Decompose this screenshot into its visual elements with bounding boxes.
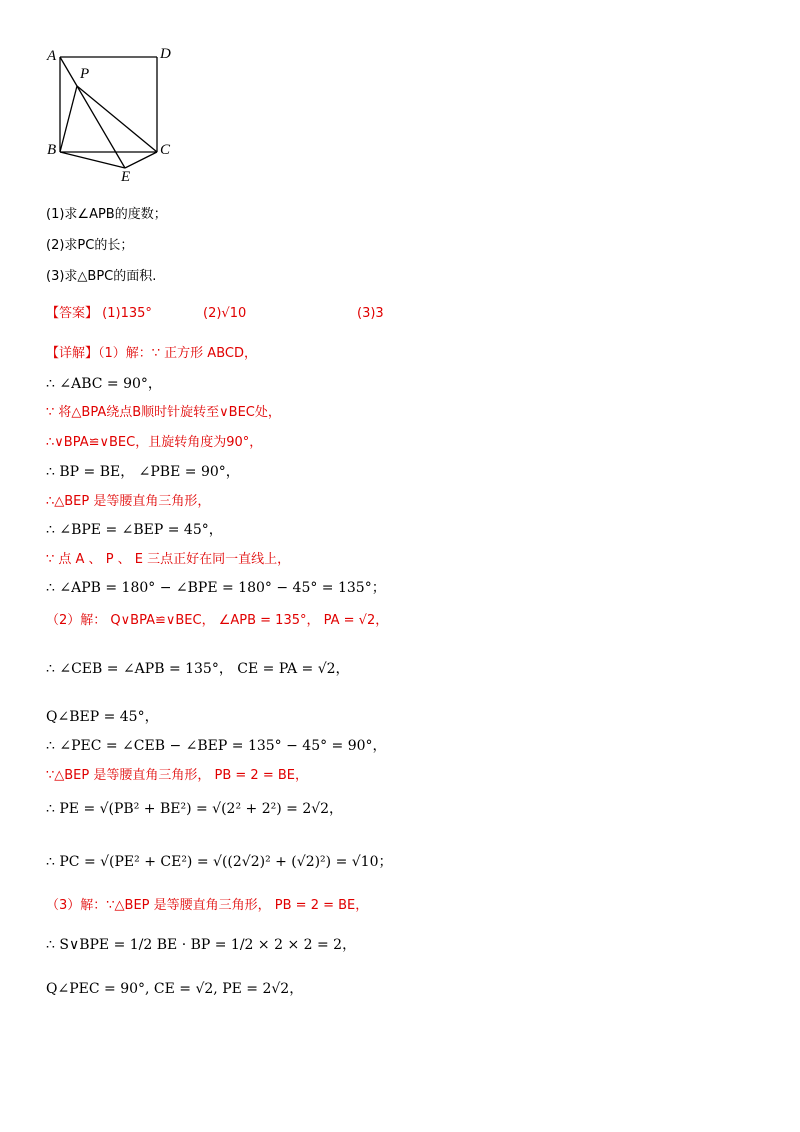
answer-1: (1)135°: [102, 306, 152, 321]
answer-line: [46, 305, 152, 323]
detail-line-14: ∵△BEP 是等腰直角三角形， PB = 2 = BE，: [46, 768, 308, 783]
detail-line-2: ∴ ∠ABC = 90°，: [46, 376, 162, 392]
detail-line-5: ∴ BP = BE， ∠PBE = 90°，: [46, 464, 240, 480]
label-b: B: [47, 142, 57, 158]
answer-2: (2)√10: [203, 306, 247, 321]
detail-line-1: 【详解】（1）解：∵ 正方形 ABCD，: [46, 346, 257, 361]
detail-line-16: ∴ PC = √(PE² + CE²) = √((2√2)² + (√2)²) = √10；: [46, 854, 393, 870]
detail-line-18: ∴ S∨BPE = 1/2 BE · BP = 1/2 × 2 × 2 = 2，: [46, 937, 357, 953]
segment-bp: [60, 86, 77, 152]
label-e: E: [121, 169, 131, 185]
segment-ec: [125, 152, 157, 168]
answer-tag: 【答案】: [46, 306, 99, 321]
label-d: D: [160, 46, 171, 62]
detail-line-3: ∵ 将△BPA绕点B顺时针旋转至∨BEC处，: [46, 405, 281, 420]
detail-line-11: ∴ ∠CEB = ∠APB = 135°， CE = PA = √2，: [46, 661, 350, 677]
segment-be: [60, 152, 125, 168]
segment-pc: [77, 86, 157, 152]
answer-3: (3)3: [357, 306, 384, 321]
detail-line-12: Q∠BEP = 45°，: [46, 709, 159, 725]
label-c: C: [160, 142, 171, 158]
detail-line-10: （2）解： Q∨BPA≌∨BEC， ∠APB = 135°， PA = √2，: [46, 613, 389, 628]
label-a: A: [47, 48, 57, 64]
detail-line-19: Q∠PEC = 90°, CE = √2, PE = 2√2，: [46, 981, 304, 997]
detail-line-9: ∴ ∠APB = 180° − ∠BPE = 180° − 45° = 135°；: [46, 580, 386, 596]
label-p: P: [80, 66, 90, 82]
detail-line-6: ∴△BEP 是等腰直角三角形，: [46, 494, 211, 509]
detail-line-7: ∴ ∠BPE = ∠BEP = 45°，: [46, 522, 223, 538]
detail-line-15: ∴ PE = √(PB² + BE²) = √(2² + 2²) = 2√2，: [46, 801, 344, 817]
detail-line-17: （3）解：∵△BEP 是等腰直角三角形， PB = 2 = BE，: [46, 898, 369, 913]
question-3: (3)求△BPC的面积.: [46, 269, 157, 284]
detail-line-13: ∴ ∠PEC = ∠CEB − ∠BEP = 135° − 45° = 90°，: [46, 738, 387, 754]
detail-line-4: ∴∨BPA≌∨BEC，且旋转角度为90°，: [46, 435, 263, 450]
question-2: (2)求PC的长；: [46, 238, 134, 253]
detail-line-8: ∵ 点 A 、 P 、 E 三点正好在同一直线上，: [46, 552, 291, 567]
question-1: (1)求∠APB的度数；: [46, 207, 167, 222]
